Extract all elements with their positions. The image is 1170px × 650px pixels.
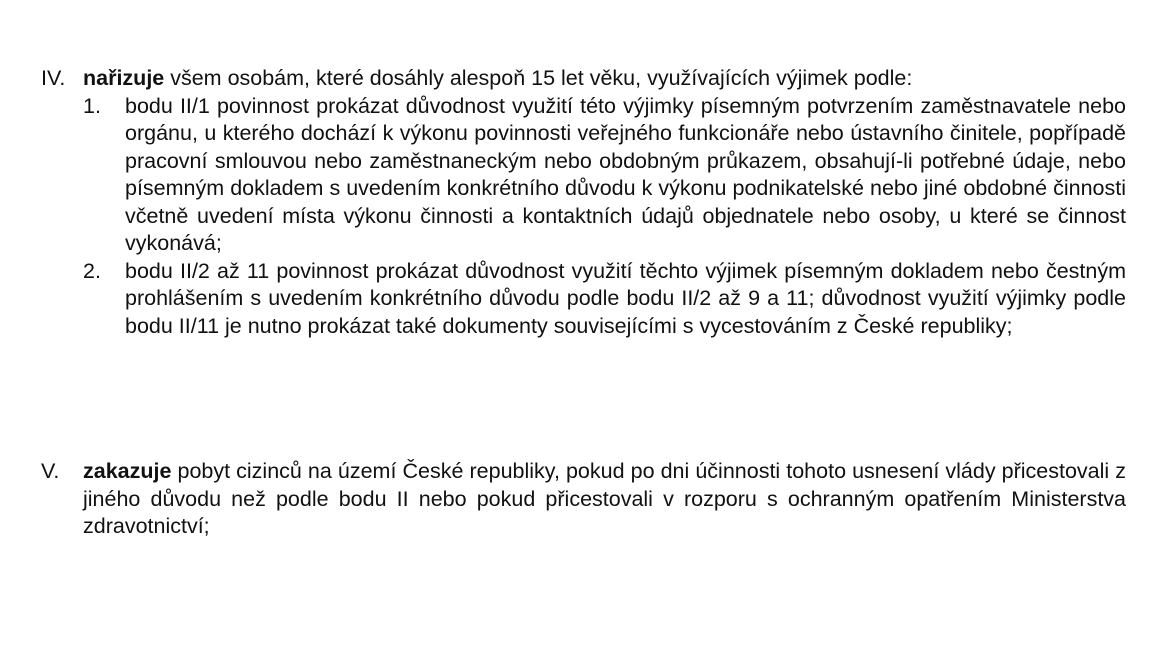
list-item-text: bodu II/2 až 11 povinnost prokázat důvodnost využití těchto výjimek písemným dokladem nebo čestným prohlášením s uvedením konkrétního důvodu podle bodu II/2 až 9 a 11; důvodnost využití výjimky podle bodu II/11 je nutno prokázat také dokumenty souvisejícími s vycestováním z České republiky; [125,258,1126,338]
section-text: pobyt cizinců na území České republiky, pokud po dni účinnosti tohoto usnesení vlády přicestovali z jiného důvodu než podle bodu II nebo pokud přicestovali v rozporu s ochranným opatřením Ministerstva zdravotnictví; [83,459,1126,538]
section-v-heading [41,458,1126,541]
list-item-text: bodu II/1 povinnost prokázat důvodnost využití této výjimky písemným potvrzením zaměstnavatele nebo orgánu, u kterého dochází k výkonu povinnosti veřejného funkcionáře nebo ústavního činitele, popřípadě pracovní smlouvou nebo zaměstnaneckým nebo obdobným průkazem, obsahují-li potřebné údaje, nebo písemným dokladem s uvedením konkrétního důvodu k výkonu podnikatelské nebo jiné obdobné činnosti včetně uvedení místa výkonu činnosti a kontaktních údajů objednatele nebo osoby, u které se činnost vykonává; [125,93,1126,255]
section-iv-heading [41,65,1126,93]
section-iv [41,65,1126,340]
section-v [41,458,1126,541]
list-item [83,93,1126,258]
section-number: V. [41,459,60,483]
section-number: IV. [41,66,66,90]
section-sentence [83,65,1126,93]
section-iv-list [41,93,1126,341]
section-sentence [83,458,1126,541]
section-text: všem osobám, které dosáhly alespoň 15 let věku, využívajících výjimek podle: [164,66,913,90]
list-item-number: 1. [83,93,101,118]
list-item [83,258,1126,341]
section-keyword: zakazuje [83,459,172,483]
list-item-number: 2. [83,258,101,283]
section-keyword: nařizuje [83,66,165,90]
